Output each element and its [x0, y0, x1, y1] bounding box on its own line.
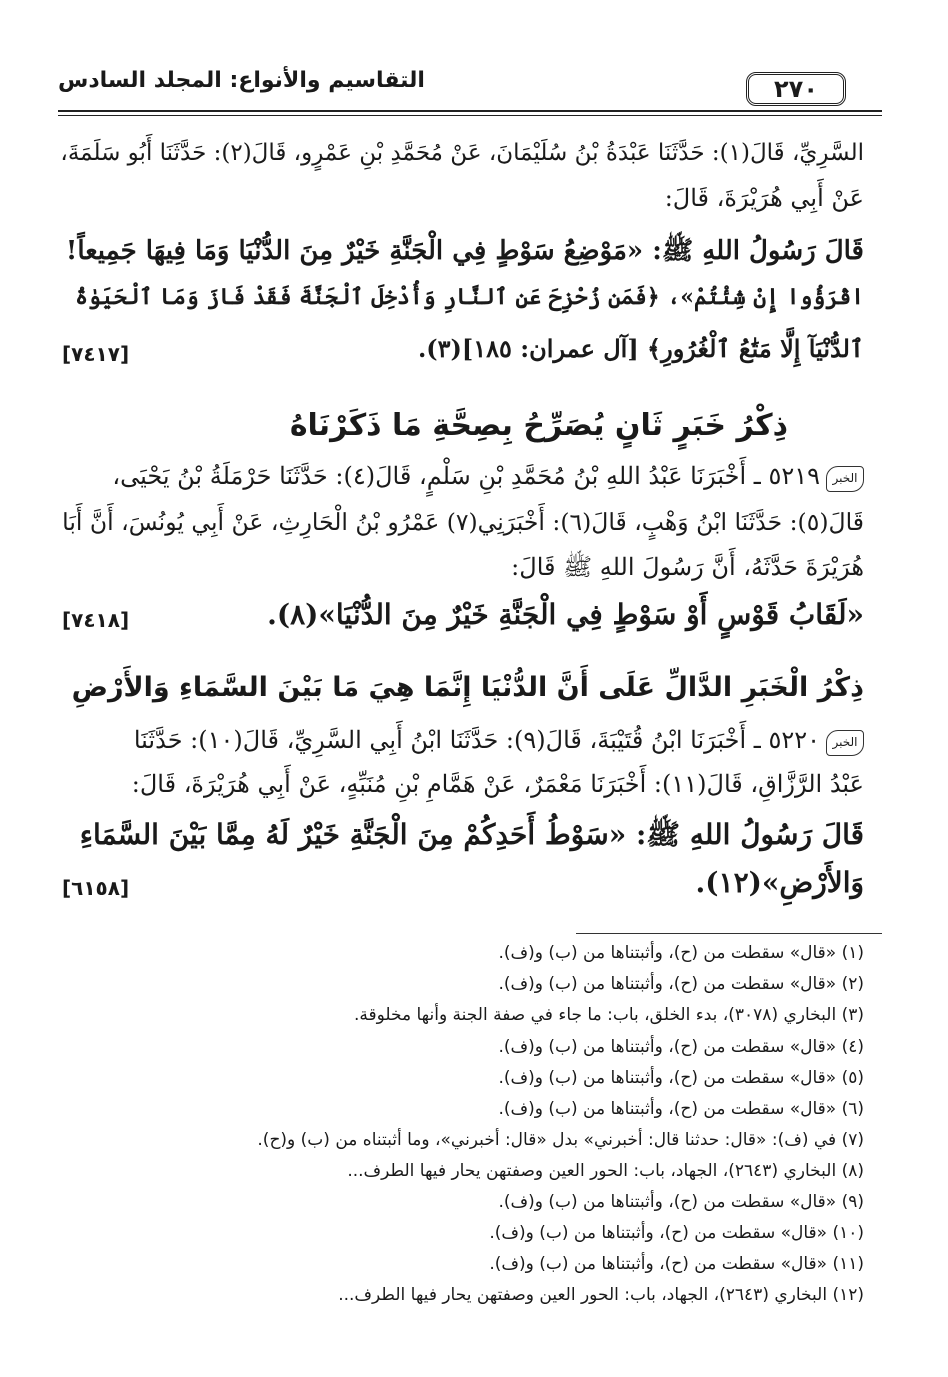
hadith-line: «لَقَابُ قَوْسٍ أَوْ سَوْطٍ فِي الْجَنَّةِ خَيْرٌ مِنَ الدُّنْيَا»(٨).	[267, 598, 864, 631]
footnote: (٩) «قال» سقطت من (ح)، وأثبتناها من (ب) و(ف).	[498, 1192, 864, 1212]
section-heading: ذِكْرُ الْخَبَرِ الدَّالِّ عَلَى أَنَّ الدُّنْيَا إِنَّمَا هِيَ مَا بَيْنَ السَّمَاءِ وَالأَرْضِ	[71, 672, 864, 703]
footnote: (٢) «قال» سقطت من (ح)، وأثبتناها من (ب) و(ف).	[498, 974, 864, 994]
footnote: (٨) البخاري (٢٦٤٣)، الجهاد، باب: الحور العين وصفتهن يحار فيها الطرف...	[347, 1161, 864, 1181]
hadith-line: اقْرَؤُوا إِنْ شِئْتُمْ»، ﴿فَمَن زُحْزِحَ عَنِ ٱلنَّارِ وَأُدْخِلَ ٱلْجَنَّةَ فَقَدْ فَازَ وَمَا ٱلْحَيَوٰةُ	[75, 284, 864, 310]
footnote: (٦) «قال» سقطت من (ح)، وأثبتناها من (ب) و(ف).	[498, 1099, 864, 1119]
isnad-line: عَبْدُ الرَّزَّاقِ، قَالَ(١١): أَخْبَرَنَا مَعْمَرٌ، عَنْ هَمَّامِ بْنِ مُنَبِّهٍ، عَنْ أَبِي هُرَيْرَةَ، قَالَ:	[131, 770, 864, 798]
khabar-icon: الخبر	[826, 730, 864, 756]
khabar-icon: الخبر	[826, 466, 864, 492]
page-header	[58, 62, 880, 108]
footnote-rule	[576, 933, 882, 934]
hadith-line: ٱلدُّنْيَآ إِلَّا مَتَٰعُ ٱلْغُرُورِ﴾ [آل عمران: ١٨٥](٣).	[417, 334, 864, 363]
hadith-line: قَالَ رَسُولُ اللهِ ﷺ: «مَوْضِعُ سَوْطٍ فِي الْجَنَّةِ خَيْرٌ مِنَ الدُّنْيَا وَمَا فِيهَا جَمِيعاً!	[65, 236, 864, 266]
hadith-line: وَالأَرْضِ»(١٢).	[695, 866, 864, 899]
footnote: (٧) في (ف): «قال: حدثنا قال: أخبرني» بدل «قال: أخبرني»، وما أثبتناه من (ب) و(ح).	[257, 1130, 864, 1150]
isnad-line: ٥٢١٩ ـ أَخْبَرَنَا عَبْدُ اللهِ بْنُ مُحَمَّدِ بْنِ سَلْمٍ، قَالَ(٤): حَدَّثَنَا حَرْمَلَةُ بْنُ يَحْيَى،	[112, 462, 820, 490]
footnote: (١٢) البخاري (٢٦٤٣)، الجهاد، باب: الحور العين وصفتهن يحار فيها الطرف...	[338, 1285, 864, 1305]
isnad-line: ٥٢٢٠ ـ أَخْبَرَنَا ابْنُ قُتَيْبَةَ، قَالَ(٩): حَدَّثَنَا ابْنُ أَبِي السَّرِيِّ، قَالَ(١٠): حَدَّثَنَا	[133, 726, 820, 754]
footnote: (٣) البخاري (٣٠٧٨)، بدء الخلق، باب: ما جاء في صفة الجنة وأنها مخلوقة.	[353, 1005, 864, 1025]
text-line: السَّرِيِّ، قَالَ(١): حَدَّثَنَا عَبْدَةُ بْنُ سُلَيْمَانَ، عَنْ مُحَمَّدِ بْنِ عَمْرٍو، قَالَ(٢): حَدَّثَنَا أَبُو سَلَمَةَ،	[60, 140, 864, 166]
footnote: (١١) «قال» سقطت من (ح)، وأثبتناها من (ب) و(ف).	[489, 1254, 864, 1274]
isnad-line: قَالَ(٥): حَدَّثَنَا ابْنُ وَهْبٍ، قَالَ(٦): أَخْبَرَنِي(٧) عَمْرُو بْنُ الْحَارِثِ، عَنْ أَبِي يُونُسَ، أَنَّ أَبَا	[62, 508, 864, 536]
page-number: ٢٧٠	[746, 72, 846, 106]
text-line: عَنْ أَبِي هُرَيْرَةَ، قَالَ:	[664, 184, 864, 212]
section-heading: ذِكْرُ خَبَرٍ ثَانٍ يُصَرِّحُ بِصِحَّةِ مَا ذَكَرْنَاهُ	[289, 408, 788, 443]
hadith-ref-number: [٧٤١٧]	[62, 342, 130, 366]
isnad-line: هُرَيْرَةَ حَدَّثَهُ، أَنَّ رَسُولَ اللهِ ﷺ قَالَ:	[511, 553, 864, 581]
hadith-line: قَالَ رَسُولُ اللهِ ﷺ: «سَوْطُ أَحَدِكُمْ مِنَ الْجَنَّةِ خَيْرٌ لَهُ مِمَّا بَيْنَ السَّمَاءِ	[79, 818, 864, 851]
running-title: التقاسيم والأنواع: المجلد السادس	[58, 68, 425, 93]
header-rule	[58, 110, 882, 112]
hadith-ref-number: [٧٤١٨]	[62, 608, 130, 632]
footnote: (٤) «قال» سقطت من (ح)، وأثبتناها من (ب) و(ف).	[498, 1037, 864, 1057]
hadith-ref-number: [٦١٥٨]	[62, 876, 130, 900]
footnote: (٥) «قال» سقطت من (ح)، وأثبتناها من (ب) و(ف).	[498, 1068, 864, 1088]
footnote: (١٠) «قال» سقطت من (ح)، وأثبتناها من (ب) و(ف).	[489, 1223, 864, 1243]
header-rule-thin	[58, 115, 882, 116]
footnote: (١) «قال» سقطت من (ح)، وأثبتناها من (ب) و(ف).	[498, 943, 864, 963]
